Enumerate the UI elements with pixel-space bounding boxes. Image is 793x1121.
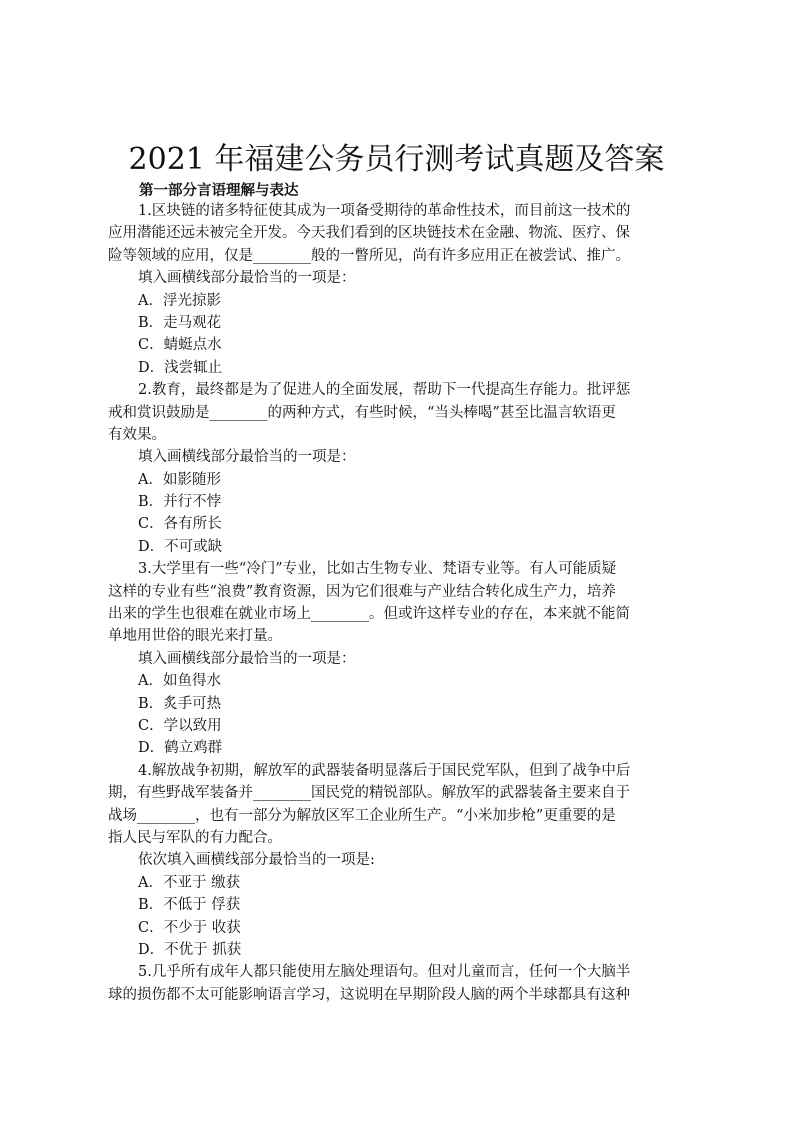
answer-option: A．如影随形 [138,471,221,488]
answer-option: D．鹤立鸡群 [138,740,223,757]
text-line: 应用潜能还远未被完全开发。今天我们看到的区块链技术在金融、物流、医疗、保 [108,225,630,242]
answer-option: C．学以致用 [138,717,222,734]
text-line: 期，有些野战军装备并________国民党的精锐部队。解放军的武器装备主要来自于 [108,785,630,802]
text-line: 球的损伤都不太可能影响语言学习，这说明在早期阶段人脑的两个半球都具有这种 [108,986,630,1003]
answer-option: B．并行不悖 [138,494,222,511]
answer-option: C．各有所长 [138,516,222,533]
text-line: 战场________，也有一部分为解放区军工企业所生产。“小米加步枪”更重要的是 [108,807,616,824]
section-heading: 第一部分言语理解与表达 [139,183,299,199]
answer-option: A．浮光掠影 [138,292,221,309]
text-line: 这样的专业有些“浪费”教育资源，因为它们很难与产业结合转化成生产力，培养 [108,583,616,600]
text-line: 险等领域的应用，仅是________般的一瞥所见，尚有许多应用正在被尝试、推广。 [108,247,630,264]
answer-option: D．不可或缺 [138,538,223,555]
text-line: 填入画横线部分最恰当的一项是： [138,650,356,667]
answer-option: D．浅尝辄止 [138,359,223,376]
text-line: 填入画横线部分最恰当的一项是： [138,449,356,466]
text-line: 3.大学里有一些“冷门”专业，比如古生物专业、梵语专业等。有人可能质疑 [138,561,617,578]
body-text [108,200,697,1006]
text-line: 填入画横线部分最恰当的一项是： [138,270,356,287]
text-line: 戒和赏识鼓励是________的两种方式，有些时候，“当头棒喝”甚至比温言软语更 [108,404,616,421]
answer-option: B．不低于 俘获 [138,897,241,914]
text-line: 1.区块链的诸多特征使其成为一项备受期待的革命性技术，而目前这一技术的 [138,203,631,219]
answer-option: A．不亚于 缴获 [138,874,241,891]
text-line: 2.教育，最终都是为了促进人的全面发展，帮助下一代提高生存能力。批评惩 [138,382,631,399]
text-line: 4.解放战争初期，解放军的武器装备明显落后于国民党军队，但到了战争中后 [138,762,631,779]
answer-option: B．炙手可热 [138,695,222,712]
text-line: 出来的学生也很难在就业市场上________。但或许这样专业的存在，本来就不能简 [108,606,630,623]
text-line: 依次填入画横线部分最恰当的一项是: [138,852,375,869]
answer-option: B．走马观花 [138,314,222,331]
page-title: 2021 年福建公务员行测考试真题及答案 [128,142,665,177]
answer-option: A．如鱼得水 [138,673,221,690]
text-line: 单地用世俗的眼光来打量。 [108,628,282,645]
answer-option: C．蜻蜓点水 [138,337,222,354]
answer-option: D．不优于 抓获 [138,941,242,958]
answer-option: C．不少于 收获 [138,919,241,936]
text-line: 指人民与军队的有力配合。 [108,829,282,846]
text-line: 有效果。 [108,426,166,443]
text-line: 5.几乎所有成年人都只能使用左脑处理语句。但对儿童而言，任何一个大脑半 [138,964,631,981]
